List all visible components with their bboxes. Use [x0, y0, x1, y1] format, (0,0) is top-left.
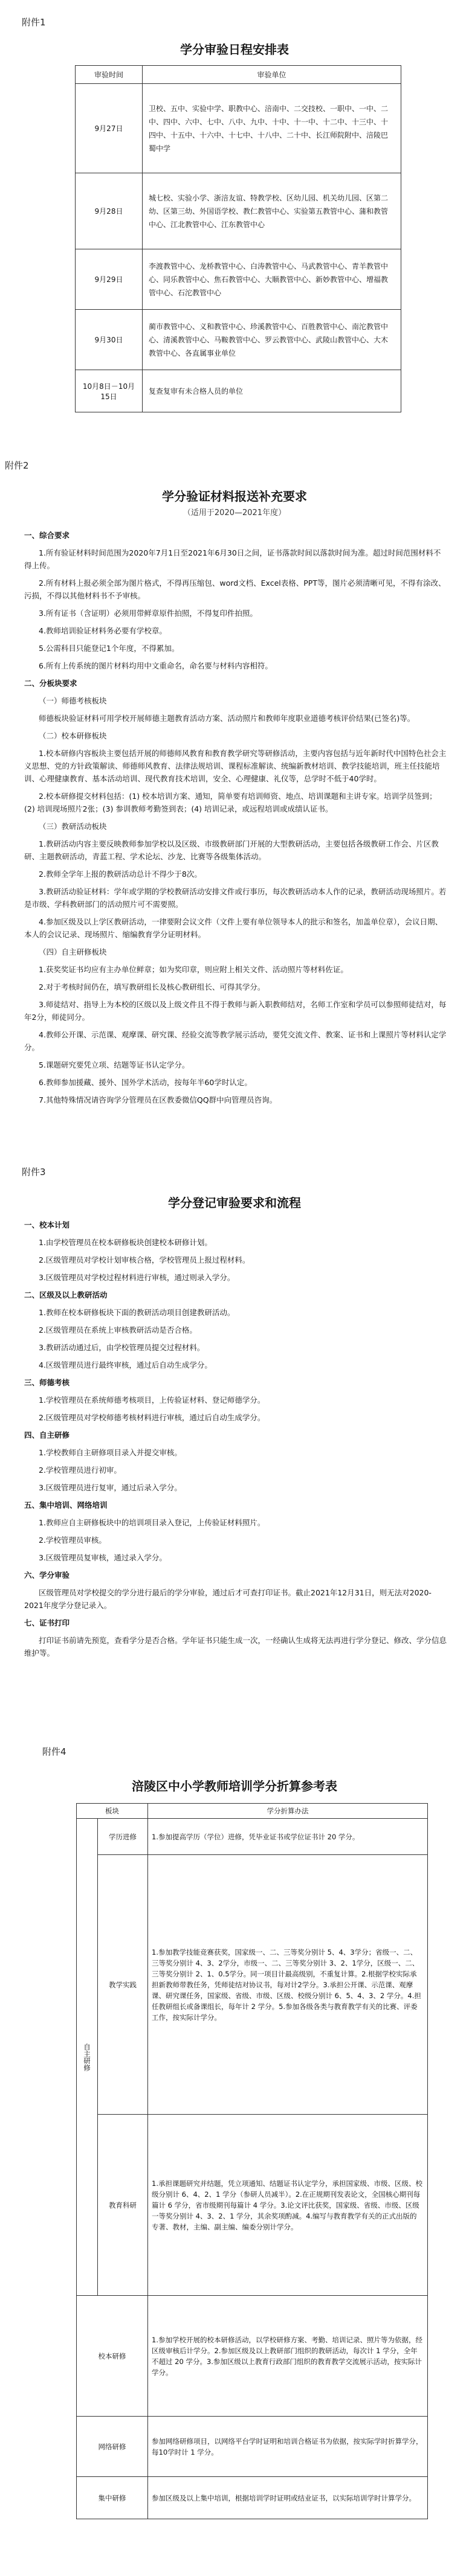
section-heading: 三、师德考核: [24, 1378, 70, 1387]
annex3-body: [24, 1219, 447, 1664]
section-heading: 六、学分审验: [24, 1571, 70, 1580]
paragraph: 3.区级管理员复审核，通过录入学分。: [39, 1553, 167, 1562]
category-label: 网络研修: [77, 2417, 148, 2477]
category-label: 教学实践: [98, 1855, 148, 2115]
paragraph: 区级管理员对学校提交的学分进行最后的学分审验，通过后才可查打印证书。截止2021年12月31日，则无法对2020-2021年度学分登记录入。: [24, 1588, 432, 1610]
paragraph: 1.教师在校本研修板块下面的教研活动项目创建教研活动。: [39, 1308, 235, 1317]
section-heading: 一、校本计划: [24, 1220, 70, 1229]
schedule-date: 9月29日: [76, 249, 143, 310]
header-block: 板块: [77, 1804, 148, 1819]
paragraph: 2.学校管理员进行初审。: [39, 1466, 121, 1475]
annex2-subtitle: （适用于2020—2021年度）: [183, 508, 286, 517]
conversion-row: [77, 1855, 428, 2115]
paragraph: 5.课题研究要凭立项、结题等证书认定学分。: [39, 1060, 190, 1069]
paragraph: （四）自主研修板块: [39, 947, 107, 956]
paragraph: 2.区级管理员在系统上审核教研活动是否合格。: [39, 1325, 197, 1334]
paragraph: 4.参加区级及以上学区教研活动，一律要附会议文件（文件上要有单位领导本人的批示和签名，加盖单位章），会议日期、本人的会议记录、现场照片、缩编教育学分证明材料。: [24, 917, 443, 939]
schedule-date: 9月30日: [76, 310, 143, 370]
section-heading: 一、综合要求: [24, 531, 70, 540]
conversion-row: [77, 2115, 428, 2296]
paragraph: 2.区级管理员对学校师德考核材料进行审核，通过后自动生成学分。: [39, 1413, 265, 1422]
schedule-date: 9月28日: [76, 173, 143, 249]
paragraph: 2.对于考核时间仍在，填写教研组长及核心教研组长、可得其学分。: [39, 982, 265, 992]
schedule-date: 9月27日: [76, 84, 143, 173]
conversion-table: [76, 1803, 428, 2519]
paragraph: 3.教研活动通过后，由学校管理员提交过程材料。: [39, 1343, 205, 1352]
header-unit: 审验单位: [143, 66, 401, 84]
paragraph: 1.校本研修内容板块主要包括开展的师德师风教育和教育教学研究等研修活动，主要内容包括与近年新时代中国特色社会主义思想、党的方针政策解读、师德师风教育、法律法规培训、课程标准解读、统编新教材培训、教学技能培训，班主任技能培训、心理健康教育、基本活动培训、现代教育技术培训，安全、心理健康、礼仪等，总学时不低于40学时。: [24, 749, 447, 783]
conversion-text: 1.承担课题研究并结题，凭立项通知、结题证书认定学分，承担国家级、市级、区级、校级分别计 6、4、2、1 学分（参研人员减半）。2.在正规期刊发表论文，全国核心期刊每篇计 6 学分，省市级期刊每篇计 4 学分。3.论文评比获奖，国家级、省级、市级、区级一等奖分别计 4、3、2、1 学分，其余奖项酌减。4.编写与教育教学有关的正式出版的专著、教材，主编、副主编、编委分别计学分。: [148, 2115, 428, 2296]
schedule-units: 城七校、实验小学、浙涪友谊、特教学校、区幼儿园、机关幼儿园、区第二幼、区第三幼、外国语学校、教仁教管中心、实验第五教管中心、蒲和教管中心、江北教管中心、江东教管中心: [143, 173, 401, 249]
annex1-title: 学分审验日程安排表: [180, 42, 289, 57]
category-label: 集中研修: [77, 2477, 148, 2519]
annex2-label: 附件2: [5, 460, 29, 471]
paragraph: 1.教研活动内容主要反映教师参加学校以及区级、市级教研部门开展的大型教研活动，主要包括各级教研工作会、片区教研、主题教研活动，青蓝工程、学术论坛、沙龙、比赛等各级集体活动。: [24, 839, 439, 861]
paragraph: 3.师徒结对、指导上为本校的区级以及上级文件且不得于教师与新入职教师结对，名师工作室和学员可以参照师徒结对，每年2分，师徒同分。: [24, 1000, 447, 1022]
paragraph: 1.学校教师自主研修项目录入并提交审核。: [39, 1448, 182, 1457]
paragraph: 6.教师参加援藏、援外、国外学术活动，按每年半60学时认定。: [39, 1078, 252, 1087]
header-time: 审验时间: [76, 66, 143, 84]
paragraph: 3.区级管理员进行复审，通过后录入学分。: [39, 1483, 182, 1492]
paragraph: 1.所有验证材料时间范围为2020年7月1日至2021年6月30日之间，证书落款时间以落款时间为准。超过时间范围材料不得上传。: [24, 548, 441, 570]
paragraph: 4.区级管理员进行最终审核，通过后自动生成学分。: [39, 1360, 212, 1370]
annex3-title: 学分登记审验要求和流程: [168, 1196, 301, 1210]
paragraph: 6.所有上传系统的图片材料均用中文重命名，命名要与材料内容相符。: [39, 661, 273, 670]
schedule-units: 蔺市教管中心、义和教管中心、珍溪教管中心、百胜教管中心、南沱教管中心、清溪教管中心、马鞍教管中心、罗云教管中心、武陵山教管中心、大木教管中心、各直属事业单位: [143, 310, 401, 370]
section-heading: 四、自主研修: [24, 1431, 70, 1440]
schedule-row: [76, 173, 401, 249]
conversion-row: [77, 2296, 428, 2417]
conversion-text: 1.参加学校开展的校本研修活动，以学校研修方案、考勤、培训记录、照片等为依据，经区级审核后计学分。2.参加区级及以上教研部门组织的教研活动，每次计 1 学分，全年不超过 20 学分。3.参加区级以上教育行政部门组织的教育教学交流展示活动，按实际计学分。: [148, 2296, 428, 2417]
category-label: 校本研修: [77, 2296, 148, 2417]
paragraph: 1.学校管理员在系统师德考核项目，上传验证材料、登记师德学分。: [39, 1395, 265, 1405]
conversion-text: 参加网络研修项目，以网络平台学时证明和培训合格证书为依据，按实际学时折算学分，每10学时计 1 学分。: [148, 2417, 428, 2477]
paragraph: 3.所有证书（含证明）必须用带鲜章原件拍照，不得复印件拍照。: [39, 609, 257, 618]
conversion-text: 1.参加提高学历（学位）进修，凭毕业证书或学位证书计 20 学分。: [148, 1819, 428, 1855]
schedule-row: [76, 370, 401, 412]
schedule-row: [76, 249, 401, 310]
schedule-header-row: [76, 66, 401, 84]
paragraph: 5.公需科目只能登记1个年度，不得累加。: [39, 644, 180, 653]
annex2-body: [24, 529, 447, 1111]
header-method: 学分折算办法: [148, 1804, 428, 1819]
annex4-label: 附件4: [42, 1746, 66, 1757]
section-heading: 五、集中培训、网络培训: [24, 1501, 108, 1510]
paragraph: 3.教研活动验证材料：学年或学期的学校教研活动安排文件或行事历，每次教研活动本人作的记录，教研活动现场照片。若是市级、学科教研部门的活动照片可不需要照。: [24, 887, 447, 909]
conversion-text: 参加区级及以上集中培训，根据培训学时证明或结业证书，以实际培训学时计算学分。: [148, 2477, 428, 2519]
paragraph: 1.由学校管理员在校本研修板块创建校本研修计划。: [39, 1238, 212, 1247]
paragraph: 2.区级管理员对学校计划审核合格，学校管理员上报过程材料。: [39, 1255, 250, 1264]
conversion-row: [77, 1819, 428, 1855]
conversion-header-row: [77, 1804, 428, 1819]
section-heading: 二、区级及以上教研活动: [24, 1290, 108, 1299]
paragraph: 3.区级管理员对学校过程材料进行审核，通过则录入学分。: [39, 1273, 235, 1282]
schedule-table: [75, 65, 401, 412]
paragraph: 4.教师公开课、示范课、观摩课、研究课、经验交流等教学展示活动，要凭交流文件、教案、证书和上课照片等材料认定学分。: [24, 1030, 447, 1052]
conversion-row: [77, 2477, 428, 2519]
schedule-row: [76, 310, 401, 370]
section-heading: 二、分板块要求: [24, 679, 77, 688]
schedule-row: [76, 84, 401, 173]
paragraph: 7.其他特殊情况请咨询学分管理员在区教委微信QQ群中向管理员咨询。: [39, 1095, 277, 1104]
section-heading: 七、证书打印: [24, 1618, 70, 1627]
schedule-units: 复查复审有未合格人员的单位: [143, 370, 401, 412]
schedule-units: 卫校、五中、实验中学、职教中心、涪南中、二交技校、一职中、一中、二中、四中、六中、七中、八中、九中、十中、十一中、十二中、十三中、十四中、十五中、十六中、十七中、十八中、二十中、长江师院附中、涪陵巴蜀中学: [143, 84, 401, 173]
paragraph: （一）师德考核板块: [39, 696, 107, 705]
paragraph: 1.获奖奖证书均应有主办单位鲜章；如为奖印章，则应附上相关文件、活动照片等材料佐证。: [39, 965, 348, 974]
annex2-title: 学分验证材料报送补充要求: [162, 489, 307, 504]
paragraph: 2.教师全学年上报的教研活动总计不得少于8次。: [39, 870, 202, 879]
annex1-label: 附件1: [22, 17, 46, 28]
paragraph: 师德板块验证材料可用学校开展师德主题教育活动方案、活动照片和教师年度职业道德考核评价结果(已签名)等。: [39, 714, 415, 723]
conversion-text: 1.参加教学技能竞赛获奖，国家级一、二、三等奖分别计 5、4、3学分；省级一、二、三等奖分别计 4、3、2学分，市级一、二、三等奖分别计 3、2、1学分，区级一、二、三等奖分别计 2、1、0.5学分。同一项目计最高级别，不重复计算。2.根据学校实际承担新教师带教任务，凭师徒结对协议书，每对计2学分。3.承担公开课、示范课、观摩课、研究课任务，国家级、省级、市级、区级、校级分别计 6、5、4、3、2 学分。4.担任教研组长或备课组长，每年计 2 学分。5.参加各级各类与教育教学有关的比赛、评委工作，按实际计学分。: [148, 1855, 428, 2115]
annex3-label: 附件3: [22, 1167, 46, 1177]
paragraph: 4.教师培训验证材料务必要有学校章。: [39, 626, 167, 635]
category-label: 教育科研: [98, 2115, 148, 2296]
annex4-title: 涪陵区中小学教师培训学分折算参考表: [132, 1779, 337, 1793]
paragraph: 2.所有材料上报必须全部为图片格式，不得再压缩包、word文档、Excel表格、PPT等，图片必须清晰可见，不得有涂改、污损，不得以其他材料书不予审核。: [24, 578, 446, 600]
paragraph: （二）校本研修板块: [39, 731, 107, 740]
paragraph: 2.学校管理员审核。: [39, 1536, 106, 1545]
conversion-row: [77, 2417, 428, 2477]
paragraph: 2.校本研修提交材料包括：(1) 校本培训方案、通知，简单要有培训师资、地点、培训课题和主讲专家。培训学员签到；(2) 培训现场照片2张；(3) 参训教师考勤签到表；(4) 培训记录，或远程培训或成绩认证书。: [24, 792, 437, 813]
schedule-date: 10月8日－10月15日: [76, 370, 143, 412]
schedule-units: 李渡教管中心、龙桥教管中心、白涛教管中心、马武教管中心、青羊教管中心、同乐教管中心、焦石教管中心、大顺教管中心、新妙教管中心、增福教管中心、石沱教管中心: [143, 249, 401, 310]
category-label: 学历进修: [98, 1819, 148, 1855]
paragraph: 1.教师应自主研修板块中的培训项目录入登记，上传验证材料照片。: [39, 1518, 265, 1527]
paragraph: 打印证书前请先预览，查看学分是否合格。学年证书只能生成一次，一经确认生成将无法再进行学分登记、修改、学分信息维护等。: [24, 1636, 447, 1658]
group-label: 自主研修: [77, 1819, 98, 2296]
paragraph: （三）教研活动板块: [39, 822, 107, 831]
